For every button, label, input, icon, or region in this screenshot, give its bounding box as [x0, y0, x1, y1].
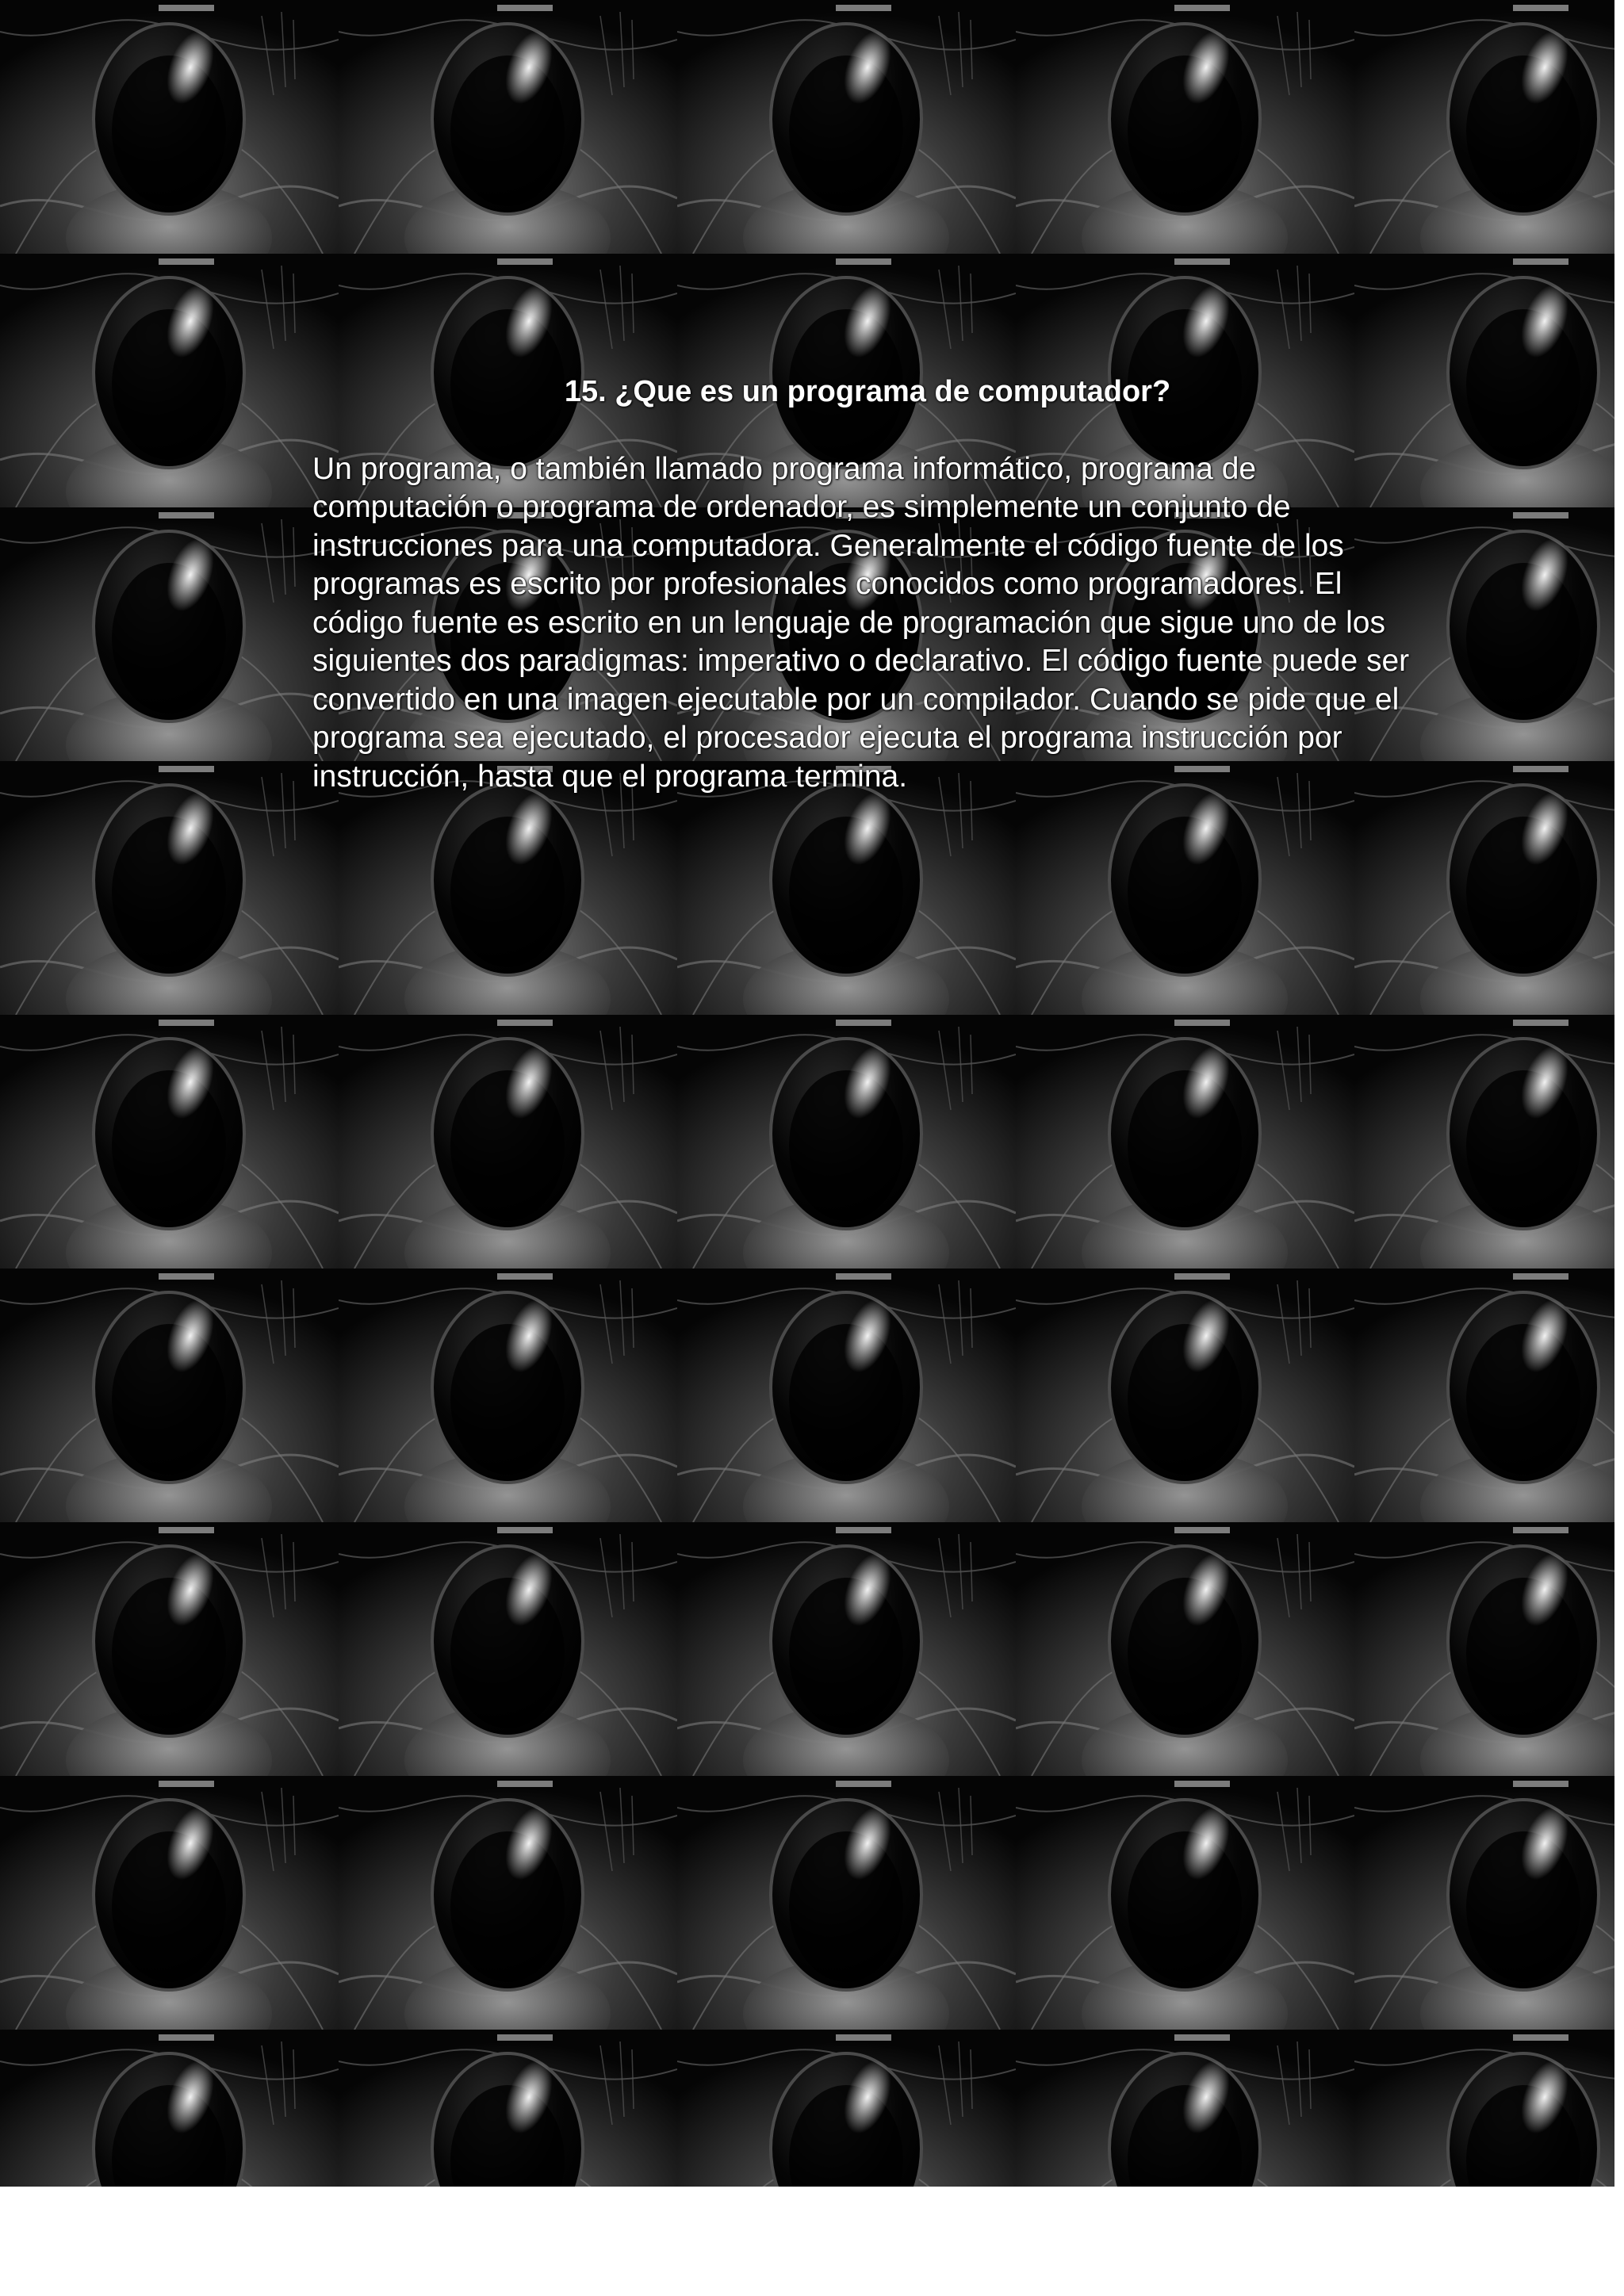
question-title: 15. ¿Que es un programa de computador? — [564, 375, 1171, 408]
answer-paragraph: Un programa, o también llamado programa informático, programa de computación o programa de ordenador, es simplemente un conjunto de instrucciones para una computadora. Generalmente el código fuente de los programas es escrito por profesionales conocidos como programadores. El código fuente es escrito en un lenguaje de programación que sigue uno de los siguientes dos paradigmas: imperativo o declarativo. El código fuente puede ser convertido en una imagen ejecutable por un compilador. Cuando se pide que el programa sea ejecutado, el procesador ejecuta el programa instrucción por instrucción, hasta que el programa termina. — [312, 451, 1410, 794]
document-content — [312, 374, 1423, 796]
